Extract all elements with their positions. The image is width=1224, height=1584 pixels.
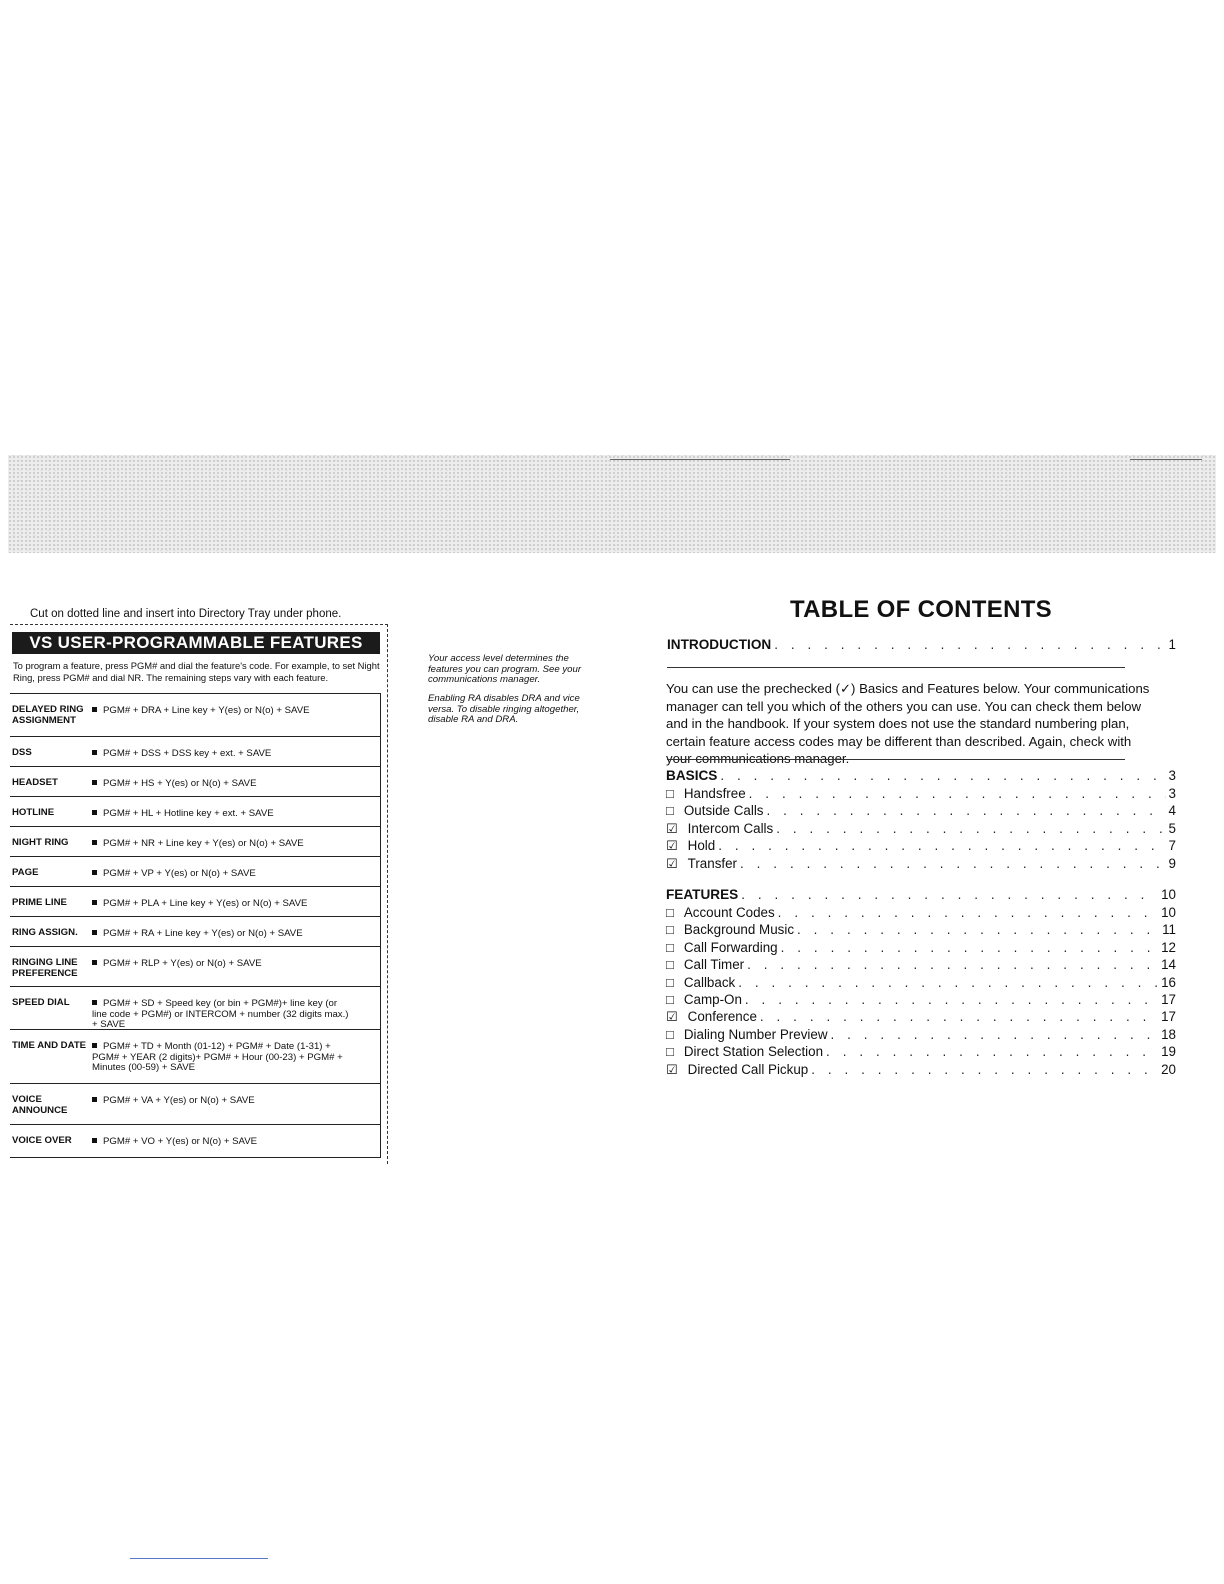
toc-item[interactable] — [666, 1027, 1176, 1042]
feature-steps — [92, 1042, 352, 1074]
toc-item[interactable] — [666, 838, 1176, 854]
bullet-icon — [92, 810, 97, 815]
bullet-icon — [92, 1043, 97, 1048]
feature-row — [10, 946, 381, 986]
feature-name: RINGING LINE PREFERENCE — [12, 957, 78, 979]
feature-steps — [92, 779, 352, 790]
feature-steps-text: PGM# + DRA + Line key + Y(es) or N(o) + SAVE — [103, 705, 310, 716]
toc-leader — [760, 1009, 1158, 1024]
row-border — [380, 827, 381, 856]
bullet-icon — [92, 780, 97, 785]
feature-steps — [92, 749, 352, 760]
toc-item[interactable] — [666, 856, 1176, 872]
feature-steps-text: PGM# + VP + Y(es) or N(o) + SAVE — [103, 868, 256, 879]
toc-label: INTRODUCTION — [667, 637, 772, 652]
feature-row — [10, 916, 381, 946]
feature-steps-text: PGM# + TD + Month (01-12) + PGM# + Date (1-31) + PGM# + YEAR (2 digits)+ PGM# + Hour (00-23) + PGM# + Minutes (00-59) + SAVE — [92, 1041, 343, 1073]
row-border — [380, 887, 381, 916]
empty-checkbox-icon[interactable]: □ — [666, 974, 674, 990]
feature-name: RING ASSIGN. — [12, 927, 78, 938]
bullet-icon — [92, 960, 97, 965]
toc-page: 9 — [1168, 855, 1176, 871]
bullet-icon — [92, 707, 97, 712]
feature-row — [10, 856, 381, 886]
toc-label: BASICS — [666, 768, 718, 783]
toc-leader — [831, 1027, 1159, 1042]
bullet-icon — [92, 840, 97, 845]
feature-name: VOICE ANNOUNCE — [12, 1094, 68, 1116]
feature-steps-text: PGM# + HS + Y(es) or N(o) + SAVE — [103, 778, 257, 789]
cut-line-horizontal — [10, 624, 388, 625]
toc-page: 17 — [1161, 992, 1176, 1007]
toc-leader — [738, 975, 1158, 990]
row-border — [380, 694, 381, 736]
scan-line — [610, 459, 790, 460]
feature-steps — [92, 1137, 352, 1148]
toc-leader — [778, 905, 1158, 920]
empty-checkbox-icon[interactable]: □ — [666, 803, 674, 819]
toc-label: Directed Call Pickup — [687, 1061, 809, 1077]
toc-item[interactable] — [666, 1044, 1176, 1059]
toc-label: Dialing Number Preview — [683, 1026, 828, 1042]
feature-steps — [92, 959, 352, 970]
bullet-icon — [92, 1138, 97, 1143]
bullet-icon — [92, 930, 97, 935]
empty-checkbox-icon[interactable]: □ — [666, 786, 674, 801]
toc-leader — [740, 856, 1166, 871]
toc-item[interactable] — [666, 992, 1176, 1007]
feature-steps — [92, 809, 352, 820]
feature-row — [10, 1124, 381, 1158]
toc-item[interactable] — [666, 957, 1176, 972]
toc-features[interactable] — [666, 887, 1176, 902]
row-border — [380, 737, 381, 766]
card-intro: To program a feature, press PGM# and dial the feature's code. For example, to set Night Ring, press PGM# and dial NR. The remaining steps vary with each feature. — [13, 660, 380, 683]
feature-row — [10, 826, 381, 856]
toc-page: 18 — [1161, 1026, 1176, 1042]
cut-instruction: Cut on dotted line and insert into Directory Tray under phone. — [30, 608, 342, 620]
row-border — [380, 1030, 381, 1083]
toc-page: 3 — [1168, 786, 1176, 801]
row-border — [380, 987, 381, 1029]
toc-page: 4 — [1168, 803, 1176, 819]
toc-page: 14 — [1161, 957, 1176, 973]
toc-intro-paragraph: You can use the prechecked (✓) Basics and Features below. Your communications manager can tell you which of the others you can use. You can check them below and in the handbook. If your system does not use the standard numbering plan, certain feature access codes may be different than described. Again, check with your communications manager. — [666, 681, 1150, 766]
empty-checkbox-icon[interactable]: □ — [666, 1044, 674, 1060]
toc-item[interactable] — [666, 821, 1176, 837]
feature-row — [10, 886, 381, 916]
feature-row — [10, 693, 381, 736]
empty-checkbox-icon[interactable]: □ — [666, 922, 674, 938]
toc-page: 5 — [1168, 820, 1176, 836]
toc-page: 16 — [1161, 974, 1176, 990]
bullet-icon — [92, 750, 97, 755]
toc-page: 11 — [1162, 922, 1176, 938]
feature-steps-text: PGM# + VA + Y(es) or N(o) + SAVE — [103, 1095, 255, 1106]
toc-label: Intercom Calls — [687, 820, 774, 836]
empty-checkbox-icon[interactable]: □ — [666, 992, 674, 1007]
feature-steps-text: PGM# + PLA + Line key + Y(es) or N(o) + SAVE — [103, 898, 308, 909]
toc-page: 17 — [1161, 1009, 1176, 1025]
feature-row — [10, 796, 381, 826]
feature-steps — [92, 839, 352, 850]
toc-label: Direct Station Selection — [683, 1044, 824, 1060]
feature-name: HEADSET — [12, 777, 58, 788]
feature-steps-text: PGM# + HL + Hotline key + ext. + SAVE — [103, 808, 274, 819]
bullet-icon — [92, 870, 97, 875]
checked-box-icon[interactable]: ☑ — [666, 1009, 678, 1025]
row-border — [380, 1125, 381, 1157]
feature-steps — [92, 706, 352, 717]
feature-steps-text: PGM# + NR + Line key + Y(es) or N(o) + SAVE — [103, 838, 304, 849]
empty-checkbox-icon[interactable]: □ — [666, 939, 674, 955]
toc-leader — [741, 887, 1158, 902]
feature-row — [10, 736, 381, 766]
toc-page: 20 — [1161, 1061, 1176, 1077]
bottom-rule — [130, 1558, 268, 1559]
toc-leader — [781, 940, 1158, 955]
bullet-icon — [92, 1000, 97, 1005]
feature-steps-text: PGM# + VO + Y(es) or N(o) + SAVE — [103, 1136, 257, 1147]
empty-checkbox-icon[interactable]: □ — [666, 905, 674, 920]
scan-band — [8, 455, 1216, 553]
toc-item[interactable] — [666, 1009, 1176, 1025]
feature-name: TIME AND DATE — [12, 1040, 87, 1051]
toc-item[interactable] — [666, 1062, 1176, 1078]
toc-page: 1 — [1168, 637, 1176, 652]
feature-name: DSS — [12, 747, 32, 758]
feature-steps-text: PGM# + RLP + Y(es) or N(o) + SAVE — [103, 958, 262, 969]
feature-steps-text: PGM# + DSS + DSS key + ext. + SAVE — [103, 748, 272, 759]
toc-leader — [767, 803, 1166, 818]
bullet-icon — [92, 1097, 97, 1102]
feature-name: VOICE OVER — [12, 1135, 72, 1146]
toc-label: Account Codes — [683, 905, 775, 920]
feature-name: PAGE — [12, 867, 39, 878]
toc-label: Background Music — [683, 922, 795, 938]
toc-page: 7 — [1168, 838, 1176, 854]
toc-label: Hold — [687, 838, 716, 854]
checked-box-icon[interactable]: ☑ — [666, 838, 678, 854]
feature-table — [10, 693, 381, 1158]
toc-title: TABLE OF CONTENTS — [790, 596, 1052, 623]
toc-item[interactable] — [666, 940, 1176, 955]
toc-label: Conference — [687, 1009, 757, 1025]
feature-row — [10, 986, 381, 1029]
feature-steps-text: PGM# + RA + Line key + Y(es) or N(o) + SAVE — [103, 928, 303, 939]
empty-checkbox-icon[interactable]: □ — [666, 957, 674, 973]
feature-steps-text: PGM# + SD + Speed key (or bin + PGM#)+ line key (or line code + PGM#) or INTERCOM + number (32 digits max.) + SAVE — [92, 998, 349, 1030]
toc-label: Call Timer — [683, 957, 745, 973]
toc-page: 10 — [1161, 887, 1176, 902]
toc-basics[interactable] — [666, 768, 1176, 783]
row-border — [380, 767, 381, 796]
row-border — [380, 857, 381, 886]
cut-line-vertical — [387, 624, 388, 1164]
bullet-icon — [92, 900, 97, 905]
toc-page: 3 — [1168, 768, 1176, 783]
feature-name: HOTLINE — [12, 807, 55, 818]
checked-box-icon[interactable]: ☑ — [666, 1061, 678, 1077]
toc-label: Outside Calls — [683, 803, 764, 819]
toc-item[interactable] — [666, 905, 1176, 920]
feature-steps — [92, 899, 352, 910]
toc-introduction[interactable] — [667, 637, 1176, 652]
toc-label: Transfer — [687, 855, 738, 871]
toc-label: Callback — [683, 974, 736, 990]
toc-leader — [718, 838, 1165, 853]
toc-leader — [811, 1062, 1158, 1077]
toc-item[interactable] — [666, 922, 1176, 937]
feature-steps — [92, 869, 352, 880]
toc-item[interactable] — [666, 803, 1176, 818]
toc-leader — [826, 1044, 1158, 1059]
toc-item[interactable] — [666, 786, 1176, 801]
toc-label: FEATURES — [666, 887, 739, 902]
feature-name: PRIME LINE — [12, 897, 67, 908]
card-title: VS USER-PROGRAMMABLE FEATURES — [12, 632, 380, 654]
toc-leader — [720, 768, 1165, 783]
toc-item[interactable] — [666, 975, 1176, 990]
toc-page: 10 — [1161, 905, 1176, 920]
access-note: Your access level determines the features you can program. See your communications manager. — [428, 653, 582, 685]
divider — [667, 759, 1125, 760]
toc-leader — [747, 957, 1158, 972]
toc-label: Camp-On — [683, 992, 742, 1007]
checked-box-icon[interactable]: ☑ — [666, 820, 678, 836]
feature-name: SPEED DIAL — [12, 997, 70, 1008]
row-border — [380, 1084, 381, 1124]
feature-steps — [92, 1096, 352, 1107]
toc-leader — [776, 821, 1165, 836]
checked-box-icon[interactable]: ☑ — [666, 855, 678, 871]
scan-line — [1130, 459, 1202, 460]
empty-checkbox-icon[interactable]: □ — [666, 1026, 674, 1042]
row-border — [380, 917, 381, 946]
toc-page: 12 — [1161, 939, 1176, 955]
feature-name: NIGHT RING — [12, 837, 69, 848]
toc-leader — [745, 992, 1158, 1007]
toc-label: Handsfree — [683, 786, 746, 801]
feature-row — [10, 1029, 381, 1083]
row-border — [380, 797, 381, 826]
toc-leader — [797, 922, 1159, 937]
feature-steps — [92, 999, 352, 1031]
divider — [667, 667, 1125, 668]
toc-label: Call Forwarding — [683, 939, 778, 955]
feature-steps — [92, 929, 352, 940]
feature-name: DELAYED RING ASSIGNMENT — [12, 704, 84, 726]
feature-row — [10, 766, 381, 796]
ra-note: Enabling RA disables DRA and vice versa. To disable ringing altogether, disable RA and DRA. — [428, 693, 580, 725]
toc-leader — [749, 786, 1166, 801]
feature-row — [10, 1083, 381, 1124]
toc-leader — [774, 637, 1165, 652]
row-border — [380, 947, 381, 986]
toc-page: 19 — [1161, 1044, 1176, 1060]
